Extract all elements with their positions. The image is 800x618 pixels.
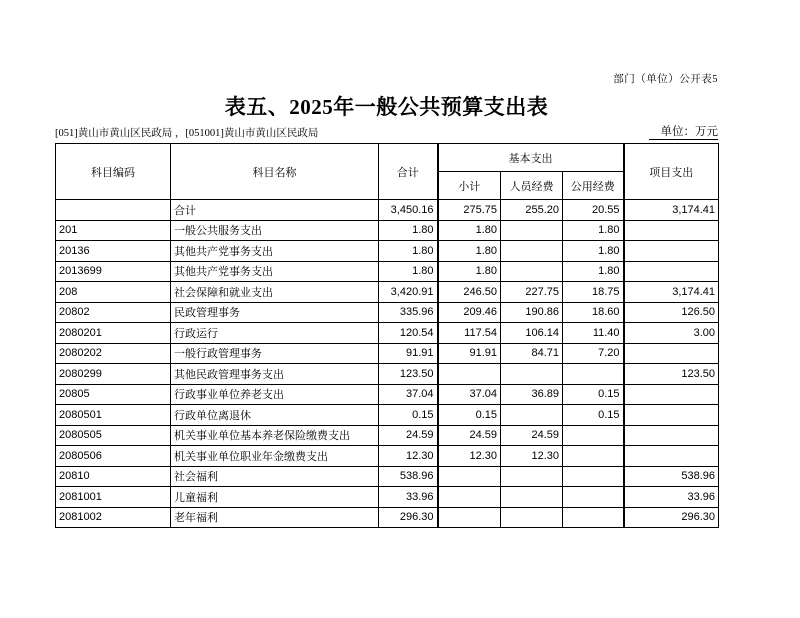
table-row: [56, 200, 719, 221]
page-title: 表五、2025年一般公共预算支出表: [224, 95, 549, 119]
cell-personnel: 12.30: [501, 446, 563, 467]
cell-code: 2081002: [56, 507, 171, 528]
cell-total: 3,450.16: [379, 200, 438, 221]
cell-personnel: 227.75: [501, 282, 563, 303]
header-row-1: [56, 144, 719, 172]
table-row: [56, 446, 719, 467]
table-row: [56, 507, 719, 528]
col-header-total: 合计: [379, 144, 438, 200]
cell-subtotal: 1.80: [438, 241, 501, 262]
cell-total: 538.96: [379, 466, 438, 487]
cell-subtotal: 37.04: [438, 384, 501, 405]
unit-label: 单位：万元: [649, 123, 719, 140]
cell-subtotal: 1.80: [438, 261, 501, 282]
cell-project: 33.96: [624, 487, 719, 508]
cell-total: 1.80: [379, 261, 438, 282]
cell-project: [624, 425, 719, 446]
cell-code: 2081001: [56, 487, 171, 508]
cell-code: 2013699: [56, 261, 171, 282]
cell-code: 2080299: [56, 364, 171, 385]
col-header-basic-subtotal: 小计: [438, 172, 501, 200]
cell-personnel: [501, 466, 563, 487]
table-row: [56, 323, 719, 344]
cell-project: 3,174.41: [624, 200, 719, 221]
cell-project: [624, 261, 719, 282]
cell-code: 20805: [56, 384, 171, 405]
corner-label: 部门（单位）公开表5: [613, 74, 718, 85]
table-row: [56, 466, 719, 487]
cell-code: 201: [56, 220, 171, 241]
cell-subtotal: 0.15: [438, 405, 501, 426]
cell-subtotal: 117.54: [438, 323, 501, 344]
cell-total: 1.80: [379, 241, 438, 262]
cell-subtotal: [438, 507, 501, 528]
col-header-project: 项目支出: [624, 144, 719, 200]
cell-code: 2080201: [56, 323, 171, 344]
cell-project: 123.50: [624, 364, 719, 385]
cell-total: 0.15: [379, 405, 438, 426]
cell-name: 行政运行: [171, 323, 379, 344]
cell-name: 其他共产党事务支出: [171, 241, 379, 262]
cell-personnel: 190.86: [501, 302, 563, 323]
cell-total: 24.59: [379, 425, 438, 446]
cell-public: 1.80: [563, 261, 624, 282]
cell-total: 3,420.91: [379, 282, 438, 303]
cell-name: 其他共产党事务支出: [171, 261, 379, 282]
cell-project: 3.00: [624, 323, 719, 344]
budget-table-head: [56, 144, 719, 200]
cell-personnel: 255.20: [501, 200, 563, 221]
cell-code: 20802: [56, 302, 171, 323]
table-row: [56, 261, 719, 282]
col-header-code: 科目编码: [56, 144, 171, 200]
cell-subtotal: [438, 364, 501, 385]
cell-project: 296.30: [624, 507, 719, 528]
cell-subtotal: 1.80: [438, 220, 501, 241]
cell-code: 2080505: [56, 425, 171, 446]
cell-public: [563, 466, 624, 487]
cell-subtotal: 246.50: [438, 282, 501, 303]
cell-name: 一般公共服务支出: [171, 220, 379, 241]
table-row: [56, 487, 719, 508]
budget-table: [55, 143, 719, 528]
cell-name: 社会福利: [171, 466, 379, 487]
cell-personnel: 24.59: [501, 425, 563, 446]
cell-personnel: [501, 507, 563, 528]
cell-personnel: [501, 364, 563, 385]
table-row: [56, 241, 719, 262]
cell-total: 91.91: [379, 343, 438, 364]
cell-subtotal: [438, 466, 501, 487]
cell-personnel: [501, 261, 563, 282]
cell-name: 机关事业单位职业年金缴费支出: [171, 446, 379, 467]
cell-code: 2080506: [56, 446, 171, 467]
cell-total: 33.96: [379, 487, 438, 508]
cell-public: 0.15: [563, 405, 624, 426]
cell-public: 11.40: [563, 323, 624, 344]
cell-public: [563, 425, 624, 446]
cell-project: 538.96: [624, 466, 719, 487]
cell-public: 18.60: [563, 302, 624, 323]
cell-personnel: [501, 487, 563, 508]
cell-project: [624, 220, 719, 241]
cell-public: [563, 364, 624, 385]
cell-code: 208: [56, 282, 171, 303]
cell-project: 126.50: [624, 302, 719, 323]
cell-public: 1.80: [563, 220, 624, 241]
cell-personnel: [501, 220, 563, 241]
cell-public: 1.80: [563, 241, 624, 262]
cell-subtotal: [438, 487, 501, 508]
cell-public: 0.15: [563, 384, 624, 405]
cell-public: [563, 446, 624, 467]
cell-public: 18.75: [563, 282, 624, 303]
table-row: [56, 384, 719, 405]
cell-project: [624, 446, 719, 467]
cell-code: 2080202: [56, 343, 171, 364]
cell-code: 2080501: [56, 405, 171, 426]
cell-total: 120.54: [379, 323, 438, 344]
cell-personnel: 106.14: [501, 323, 563, 344]
cell-subtotal: 91.91: [438, 343, 501, 364]
cell-public: [563, 487, 624, 508]
cell-total: 296.30: [379, 507, 438, 528]
table-row: [56, 425, 719, 446]
cell-name: 民政管理事务: [171, 302, 379, 323]
cell-total: 37.04: [379, 384, 438, 405]
cell-project: [624, 405, 719, 426]
cell-project: 3,174.41: [624, 282, 719, 303]
table-row: [56, 405, 719, 426]
cell-name: 行政事业单位养老支出: [171, 384, 379, 405]
cell-personnel: 84.71: [501, 343, 563, 364]
table-row: [56, 220, 719, 241]
table-row: [56, 302, 719, 323]
cell-subtotal: 12.30: [438, 446, 501, 467]
cell-subtotal: 275.75: [438, 200, 501, 221]
cell-total: 123.50: [379, 364, 438, 385]
cell-project: [624, 343, 719, 364]
cell-name: 其他民政管理事务支出: [171, 364, 379, 385]
cell-name: 行政单位离退休: [171, 405, 379, 426]
cell-personnel: [501, 241, 563, 262]
meta-row: [55, 123, 718, 140]
cell-subtotal: 209.46: [438, 302, 501, 323]
table-row: [56, 343, 719, 364]
table-row: [56, 364, 719, 385]
cell-total: 1.80: [379, 220, 438, 241]
col-header-personnel: 人员经费: [501, 172, 563, 200]
cell-total: 12.30: [379, 446, 438, 467]
cell-name: 社会保障和就业支出: [171, 282, 379, 303]
org-line: [051]黄山市黄山区民政局 ，[051001]黄山市黄山区民政局: [55, 128, 319, 139]
cell-name: 合计: [171, 200, 379, 221]
col-header-basic-group: 基本支出: [438, 144, 624, 172]
cell-public: 20.55: [563, 200, 624, 221]
cell-total: 335.96: [379, 302, 438, 323]
cell-subtotal: 24.59: [438, 425, 501, 446]
cell-personnel: 36.89: [501, 384, 563, 405]
cell-personnel: [501, 405, 563, 426]
cell-public: 7.20: [563, 343, 624, 364]
budget-table-body: [56, 200, 719, 528]
cell-code: [56, 200, 171, 221]
cell-project: [624, 384, 719, 405]
cell-name: 儿童福利: [171, 487, 379, 508]
table-row: [56, 282, 719, 303]
cell-code: 20810: [56, 466, 171, 487]
cell-public: [563, 507, 624, 528]
col-header-name: 科目名称: [171, 144, 379, 200]
cell-code: 20136: [56, 241, 171, 262]
cell-project: [624, 241, 719, 262]
cell-name: 机关事业单位基本养老保险缴费支出: [171, 425, 379, 446]
cell-name: 老年福利: [171, 507, 379, 528]
col-header-public: 公用经费: [563, 172, 624, 200]
cell-name: 一般行政管理事务: [171, 343, 379, 364]
